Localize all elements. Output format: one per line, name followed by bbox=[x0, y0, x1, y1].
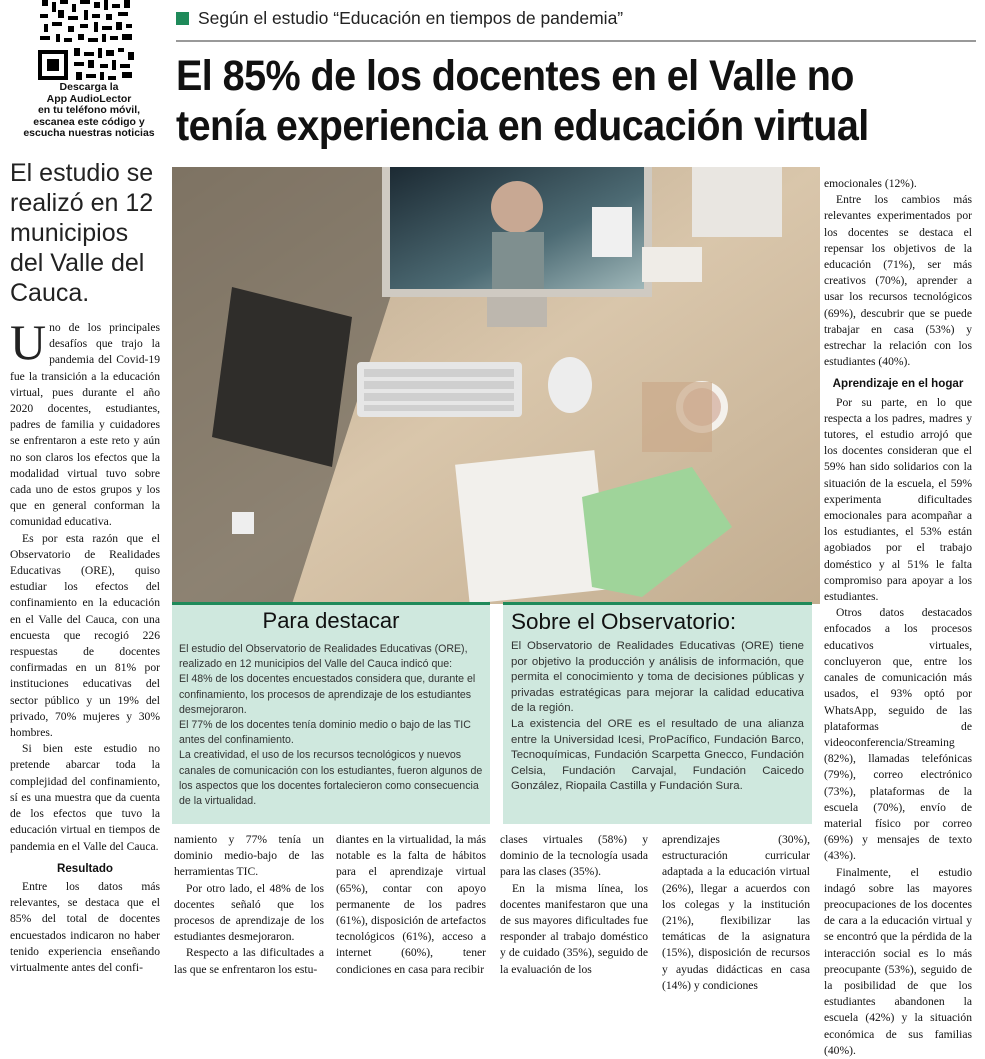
paragraph: Entre los cambios más relevantes experimentados por los docentes se destaca el repensar los objetivos de la educación (71%), ser más creativos (70%), aprender a usar los recursos tecnológicos (69%), descubrir que se puede trabajar en casa (53%) y estrechar la relación con los estudiantes (40%). bbox=[824, 193, 972, 369]
divider bbox=[176, 40, 976, 42]
box-paragraph: El Observatorio de Realidades Educativas (ORE) tiene por objetivo la producción y análisis de información, que permita el conocimiento y toma de decisiones públicas y privadas estratégicas para mejorar la calidad educativa de la región. bbox=[511, 640, 804, 715]
box-title: Para destacar bbox=[262, 608, 400, 633]
paragraph: aprendizajes (30%), estructuración curricular adaptada a la educación virtual (26%), llegar a acuerdos con los colegas y la institución (21%), flexibilizar las temáticas de la asignatura (15%), disposición de recursos y ayudas didácticas en casa (14%) y condiciones bbox=[662, 833, 810, 992]
paragraph: Finalmente, el estudio indagó sobre las mayores preocupaciones de los docentes de cara a la educación virtual y se encontró que la pérdida de la interacción social es lo más preocupante (53%), seguido de la posibilidad de que los estudiantes abandonen la escuela (42%) y la situación económica de sus familias (40%). bbox=[824, 865, 972, 1057]
subheading: Resultado bbox=[56, 861, 114, 875]
paragraph: Uno de los principales desafíos que trajo la pandemia del Covid-19 fue la transición a la educación virtual, pues durante el año 2020 docentes, estudiantes, padres de familia y cuidadores se enfrentaron a este reto y aún no son claros los efectos que la modalidad virtual tuvo sobre cada uno de estos grupos y los que en general conforman la comunidad educativa. bbox=[10, 314, 160, 529]
paragraph: Entre los datos más relevantes, se destaca que el 85% del total de docentes encuestados indicaron no haber tenido experiencia enseñando virtualmente antes del confi- bbox=[10, 879, 160, 974]
box-paragraph: El 77% de los docentes tenía dominio medio o bajo de las TIC antes del confinamiento. bbox=[179, 719, 471, 747]
paragraph: Es por esta razón que el Observatorio de Realidades Educativas (ORE), quiso estudiar los efectos del confinamiento en la educación en el Valle del Cauca, con una encuesta que recogió 226 respuestas de docentes confirmadas en un 81% por instituciones educativas del sector público y un 19% del privado, 70% mujeres y 30% hombres. bbox=[10, 531, 160, 740]
paragraph: Por su parte, en lo que respecta a los padres, madres y tutores, el estudio arrojó que los docentes consideran que el 59% han sido solidarios con la situación de la escuela, el 59% experimenta dificultades emocionales para acompañar a los estudiantes, el 53% están agobiados por el trabajo doméstico y al 51% le falta compromiso para apoyar a los estudiantes. bbox=[824, 395, 972, 604]
paragraph: namiento y 77% tenía un dominio medio-bajo de las herramientas TIC. bbox=[174, 833, 324, 879]
paragraph: En la misma línea, los docentes manifestaron que una de sus mayores dificultades fue responder al trabajo doméstico y de cuidado (35%), seguido de la evaluación de los bbox=[500, 881, 648, 976]
kicker-square-icon bbox=[176, 12, 189, 25]
article-photo bbox=[172, 167, 820, 604]
article-column-6 bbox=[824, 176, 972, 1059]
article-column-5 bbox=[662, 832, 810, 994]
about-observatory-box bbox=[503, 602, 812, 824]
headline: El 85% de los docentes en el Valle no tenía experiencia en educación virtual bbox=[176, 53, 869, 150]
paragraph: clases virtuales (58%) y dominio de la tecnología usada para las clases (35%). bbox=[500, 833, 648, 879]
paragraph: Otros datos destacados enfocados a los procesos educativos virtuales, concluyeron que, entre los canales de comunicación más usados, el 93% optó por WhatsApp, seguido de las plataformas de videoconferencia/Streaming (82%), llamadas telefónicas (79%), correo electrónico (73%), plataformas de la escuela (70%), envío de material físico por correo (69%) y mensajes de texto (43%). bbox=[824, 606, 972, 863]
kicker: Según el estudio “Educación en tiempos de pandemia” bbox=[176, 8, 623, 29]
article-column-3 bbox=[336, 832, 486, 978]
qr-code[interactable] bbox=[38, 0, 138, 82]
paragraph: emocionales (12%). bbox=[824, 177, 917, 190]
drop-cap: U bbox=[10, 314, 47, 370]
article-column-1 bbox=[10, 314, 160, 976]
qr-caption: Descarga la App AudioLector en tu teléfono móvil, escanea este código y escucha nuestras noticias bbox=[23, 81, 155, 139]
box-paragraph: La creatividad, el uso de los recursos tecnológicos y nuevos canales de comunicación con los estudiantes, fueron algunos de los aspectos que los docentes fortalecieron como consecuencia de la virtualidad. bbox=[179, 749, 483, 808]
box-paragraph: El estudio del Observatorio de Realidades Educativas (ORE), realizado en 12 municipios del Valle del Cauca indicó que: bbox=[179, 643, 468, 671]
paragraph: diantes en la virtualidad, la más notable es la falta de hábitos para el aprendizaje virtual (65%), contar con apoyo permanente de los padres (61%), disposición de artefactos tecnológicos (61%), acceso a internet (60%), tener condiciones en casa para recibir bbox=[336, 833, 486, 976]
box-paragraph: La existencia del ORE es el resultado de una alianza entre la Universidad Icesi, ProPacífico, Fundación Barco, Tecnoquímicas, Fundación Scarpetta Gnecco, Fundación Celsia, Fundación Carvajal, Fundación Caicedo González, Riopaila Castilla y Fundación Sura. bbox=[511, 717, 804, 793]
highlights-box bbox=[172, 602, 490, 824]
box-title: Sobre el Observatorio: bbox=[511, 609, 737, 634]
paragraph: Por otro lado, el 48% de los docentes señaló que los procesos de aprendizaje de los estudiantes desmejoraron. bbox=[174, 881, 324, 944]
paragraph: Respecto a las dificultades a las que se enfrentaron los estu- bbox=[174, 946, 324, 976]
lede: El estudio se realizó en 12 municipios del Valle del Cauca. bbox=[10, 159, 154, 307]
article-column-4 bbox=[500, 832, 648, 978]
article-column-2 bbox=[174, 832, 324, 978]
subheading: Aprendizaje en el hogar bbox=[832, 377, 964, 391]
paragraph: Si bien este estudio no pretende abarcar toda la complejidad del confinamiento, sí es una muestra que da cuenta de los efectos que tuvo la educación virtual en tiempos de pandemia en el Valle del Cauca. bbox=[10, 742, 160, 853]
box-paragraph: El 48% de los docentes encuestados considera que, durante el confinamiento, los procesos de aprendizaje de los estudiantes desmejoraron. bbox=[179, 673, 476, 716]
